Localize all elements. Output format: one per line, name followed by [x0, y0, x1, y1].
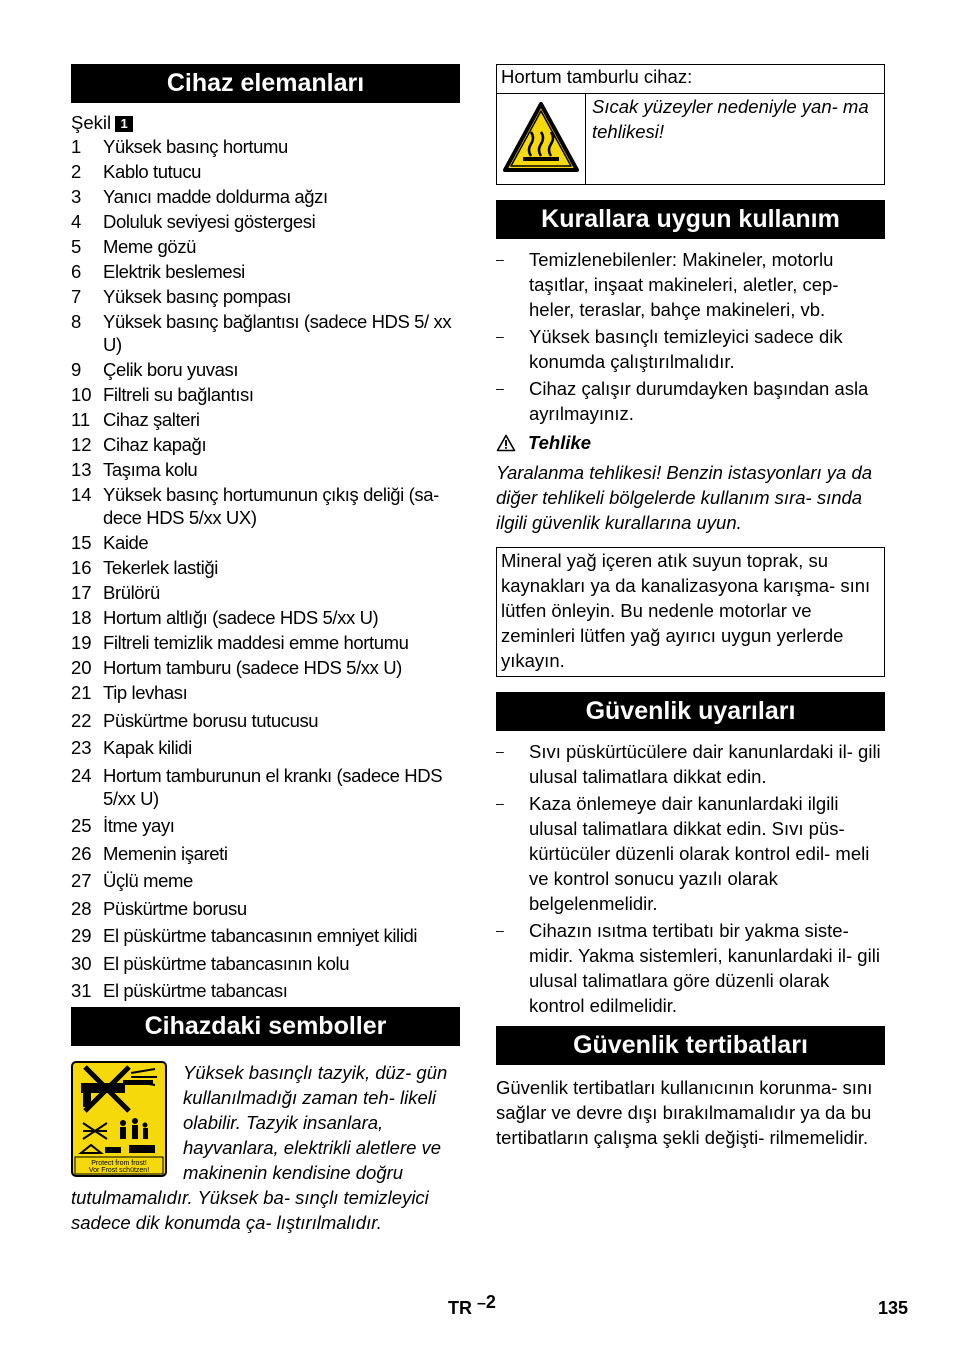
part-number: 7: [71, 286, 82, 307]
dash-bullet: –: [496, 743, 504, 759]
part-name: Püskürtme borusu: [103, 897, 247, 919]
list-item-text: Yüksek basınçlı temizleyici sadece dik konumda çalıştırılmalıdır.: [529, 326, 843, 372]
list-item-text: Cihaz çalışır durumdayken başından asla ayrılmayınız.: [529, 378, 869, 424]
parts-list-item: [71, 531, 460, 554]
part-number: 2: [71, 161, 82, 182]
part-name: Yüksek basınç hortumu: [103, 136, 288, 157]
part-number: 16: [71, 557, 92, 578]
hose-drum-box: [496, 64, 885, 185]
dash-bullet: –: [496, 380, 504, 396]
hose-drum-header: Hortum tamburlu cihaz:: [497, 65, 884, 94]
hot-surface-warning-icon: [497, 94, 586, 184]
part-name: Filtreli su bağlantısı: [103, 384, 254, 405]
parts-list-item: [71, 897, 460, 920]
heading-safety-notes: Güvenlik uyarıları: [496, 692, 885, 731]
parts-list-item: [71, 408, 460, 431]
list-item-text: Sıvı püskürtücülere dair kanunlardaki il- gili ulusal talimatlara dikkat edin.: [529, 741, 881, 787]
parts-list-item: [71, 210, 460, 233]
part-name: Cihaz kapağı: [103, 434, 207, 455]
part-number: 10: [71, 384, 92, 405]
part-number: 5: [71, 236, 82, 257]
symbol-label-line2: Vor Frost schützen!: [88, 1166, 150, 1174]
parts-list-item: [71, 869, 460, 892]
part-name: Yüksek basınç hortumunun çıkış deliği (sa- dece HDS 5/xx UX): [103, 484, 439, 528]
part-number: 31: [71, 980, 92, 1001]
intended-use-list: [496, 247, 885, 426]
dash-bullet: –: [496, 922, 504, 938]
dash-bullet: –: [496, 251, 504, 267]
list-item: [496, 247, 885, 322]
parts-list-item: [71, 285, 460, 308]
part-name: Yanıcı madde doldurma ağzı: [103, 186, 328, 207]
parts-list-item: [71, 952, 460, 975]
list-item: [496, 324, 885, 374]
parts-list-item: [71, 160, 460, 183]
symbol-section: [71, 1060, 460, 1235]
symbol-label-line1: Protect from frost!: [91, 1159, 147, 1167]
parts-list-item: [71, 383, 460, 406]
list-item-text: Kaza önlemeye dair kanunlardaki ilgili ulusal talimatlara dikkat edin. Sıvı püs- kürtücüler düzenli olarak kontrol edil- meli ve kontrol sonucu yazılı olarak belgelenmelidir.: [529, 793, 870, 914]
parts-list-item: [71, 979, 460, 1002]
parts-list-item: [71, 814, 460, 837]
part-number: 29: [71, 925, 92, 946]
list-item: [496, 739, 885, 789]
danger-text: Yaralanma tehlikesi! Benzin istasyonları ya da diğer tehlikeli bölgelerde kullanım sıra- sında ilgili güvenlik kurallarına uyun.: [496, 462, 873, 533]
part-number: 15: [71, 532, 92, 553]
list-item: [496, 918, 885, 1018]
figure-reference: [71, 111, 460, 135]
part-name: Kapak kilidi: [103, 737, 192, 758]
parts-list-item: [71, 235, 460, 258]
right-column: [496, 64, 885, 1150]
part-name: Hortum altlığı (sadece HDS 5/xx U): [103, 607, 379, 628]
heading-device-components: Cihaz elemanları: [71, 64, 460, 103]
footer-dash: –: [477, 1295, 486, 1312]
part-name: El püskürtme tabancası: [103, 980, 288, 1001]
part-name: Memenin işareti: [103, 842, 228, 864]
part-number: 3: [71, 186, 82, 207]
symbol-description-text: Yüksek basınçlı tazyik, düz- gün kullanılmadığı zaman teh- likeli olabilir. Tazyik insanlara, hayvanlara, elektrikli aletlere ve makinenin kendisine doğru tutulmamalıdır. Yüksek ba- sınçlı temizleyici sadece dik konumda ça- lıştırılmalıdır.: [71, 1061, 448, 1233]
part-number: 9: [71, 359, 82, 380]
list-item-text: Cihazın ısıtma tertibatı bir yakma siste- midir. Yakma sistemleri, kanunlardaki il- gili ulusal talimatlara göre düzenli olarak kontrol edilmelidir.: [529, 920, 880, 1016]
part-name: Püskürtme borusu tutucusu: [103, 709, 319, 731]
parts-list-item: [71, 764, 460, 810]
part-number: 20: [71, 657, 92, 678]
parts-list-item: [71, 736, 460, 759]
parts-list-item: [71, 433, 460, 456]
page-number: 135: [878, 1298, 909, 1318]
part-name: Taşıma kolu: [103, 459, 198, 480]
part-number: 8: [71, 311, 82, 332]
figure-number: 1: [115, 116, 133, 132]
parts-list-item: [71, 358, 460, 381]
part-name: Meme gözü: [103, 236, 197, 257]
hot-surface-text: Sıcak yüzeyler nedeniyle yan- ma tehlikesi!: [592, 96, 869, 142]
dash-bullet: –: [496, 328, 504, 344]
part-name: Yüksek basınç pompası: [103, 286, 292, 307]
part-number: 4: [71, 211, 82, 232]
part-number: 19: [71, 632, 92, 653]
part-name: Kaide: [103, 532, 149, 553]
part-name: Cihaz şalteri: [103, 409, 200, 430]
parts-list-item: [71, 581, 460, 604]
parts-list-item: [71, 260, 460, 283]
part-number: 28: [71, 897, 92, 919]
list-item: [496, 376, 885, 426]
footer-lang: TR: [448, 1298, 472, 1318]
parts-list-item: [71, 458, 460, 481]
footer-language: [448, 1292, 496, 1319]
danger-triangle-icon: [496, 434, 516, 452]
part-name: Yüksek basınç bağlantısı (sadece HDS 5/ xx U): [103, 311, 452, 355]
part-number: 24: [71, 764, 92, 786]
dash-bullet: –: [496, 795, 504, 811]
parts-list-item: [71, 924, 460, 947]
part-number: 18: [71, 607, 92, 628]
parts-list-item: [71, 606, 460, 629]
part-name: Elektrik beslemesi: [103, 261, 245, 282]
part-number: 14: [71, 484, 92, 505]
part-name: Tekerlek lastiği: [103, 557, 218, 578]
heading-intended-use: Kurallara uygun kullanım: [496, 200, 885, 239]
part-number: 13: [71, 459, 92, 480]
safety-notes-list: [496, 739, 885, 1018]
parts-list-item: [71, 631, 460, 654]
parts-list-item: [71, 681, 460, 704]
danger-title: Tehlike: [528, 432, 592, 453]
part-number: 11: [71, 409, 91, 430]
part-name: El püskürtme tabancasının emniyet kilidi: [103, 925, 418, 946]
safety-devices-text: Güvenlik tertibatları kullanıcının korunma- sını sağlar ve devre dışı bırakılmamalıdır ya da bu tertibatların çalışma şekli değişti- rilmemelidir.: [496, 1077, 873, 1148]
parts-list: [71, 135, 460, 1002]
part-name: Üçlü meme: [103, 870, 193, 891]
parts-list-item: [71, 842, 460, 865]
part-number: 22: [71, 709, 92, 731]
parts-list-item: [71, 556, 460, 579]
part-name: Hortum tamburunun el krankı (sadece HDS 5/xx U): [103, 764, 443, 809]
part-number: 12: [71, 434, 92, 455]
part-name: Kablo tutucu: [103, 161, 202, 182]
parts-list-item: [71, 135, 460, 158]
parts-list-item: [71, 709, 460, 732]
parts-list-item: [71, 310, 460, 356]
mineral-oil-notice: Mineral yağ içeren atık suyun toprak, su kaynakları ya da kanalizasyona karışma- sını lütfen önleyin. Bu nedenle motorlar ve zeminleri lütfen yağ ayırıcı uygun yerlerde yıkayın.: [496, 547, 885, 677]
part-number: 21: [71, 682, 92, 703]
part-name: Filtreli temizlik maddesi emme hortumu: [103, 632, 409, 653]
parts-list-item: [71, 185, 460, 208]
part-number: 17: [71, 582, 92, 603]
part-number: 1: [71, 136, 82, 157]
parts-list-item: [71, 483, 460, 529]
parts-list-item: [71, 656, 460, 679]
list-item-text: Temizlenebilenler: Makineler, motorlu taşıtlar, inşaat makineleri, aletler, cep- heler, teraslar, bahçe makineleri, vb.: [529, 249, 839, 320]
figure-label: Şekil: [71, 112, 112, 133]
left-column: [71, 64, 460, 1235]
part-number: 30: [71, 952, 92, 974]
part-name: İtme yayı: [103, 815, 175, 836]
part-number: 26: [71, 842, 92, 864]
footer-local-page: 2: [485, 1292, 496, 1312]
part-name: Brülörü: [103, 582, 160, 603]
heading-device-symbols: Cihazdaki semboller: [71, 1007, 460, 1046]
list-item: [496, 791, 885, 916]
part-number: 6: [71, 261, 82, 282]
part-number: 27: [71, 870, 92, 891]
part-name: Tip levhası: [103, 682, 188, 703]
part-name: Çelik boru yuvası: [103, 359, 239, 380]
heading-safety-devices: Güvenlik tertibatları: [496, 1026, 885, 1065]
high-pressure-symbol-icon: [71, 1061, 167, 1177]
part-number: 23: [71, 737, 92, 758]
part-name: Doluluk seviyesi göstergesi: [103, 211, 316, 232]
part-name: Hortum tamburu (sadece HDS 5/xx U): [103, 657, 402, 678]
danger-heading: [496, 430, 885, 455]
part-number: 25: [71, 815, 92, 836]
part-name: El püskürtme tabancasının kolu: [103, 952, 350, 974]
